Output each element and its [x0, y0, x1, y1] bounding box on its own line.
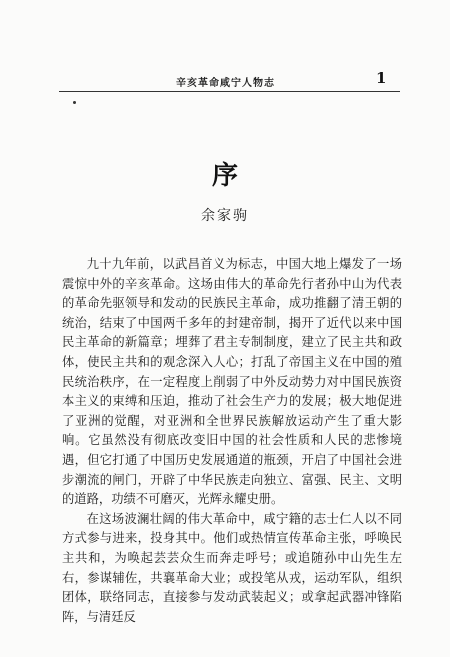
paragraph-2: 在这场波澜壮阔的伟大革命中，咸宁籍的志士仁人以不同方式参与进来，投身其中。他们或热情宣传革命主张，呼唤民主共和，为唤起芸芸众生而奔走呼号；或追随孙中山先生左右，参谋辅佐，共襄革命大业；或投笔从戎，运动军队，组织团体，联络同志，直接参与发动武装起义；或拿起武器冲锋陷阵，与清廷反: [62, 511, 402, 624]
page-number: 1: [376, 69, 387, 87]
paragraph-1: 九十九年前，以武昌首义为标志，中国大地上爆发了一场震惊中外的辛亥革命。这场由伟大的革命先行者孙中山为代表的革命先驱领导和发动的民族民主革命，成功推翻了清王朝的统治，结束了中国两千多年的封建帝制，揭开了近代以来中国民主革命的新篇章；埋葬了君主专制制度，建立了民主共和政体，使民主共和的观念深入人心；打乱了帝国主义在中国的殖民统治秩序，在一定程度上削弱了中外反动势力对中国民族资本主义的束缚和压迫，推动了社会生产力的发展；极大地促进了亚洲的觉醒，对亚洲和全世界民族解放运动产生了重大影响。它虽然没有彻底改变旧中国的社会性质和人民的悲惨境遇，但它打通了中国历史发展通道的瓶颈，开启了中国社会进步潮流的闸门，开辟了中华民族走向独立、富强、民主、文明的道路，功绩不可磨灭，光辉永耀史册。: [62, 257, 402, 507]
body-text: [62, 255, 402, 627]
page-title: 序: [211, 161, 238, 191]
running-head-title: 辛亥革命咸宁人物志: [176, 78, 275, 89]
header-rule: [59, 91, 400, 92]
author-name: 余家驹: [201, 208, 249, 224]
print-speck: [73, 101, 76, 104]
